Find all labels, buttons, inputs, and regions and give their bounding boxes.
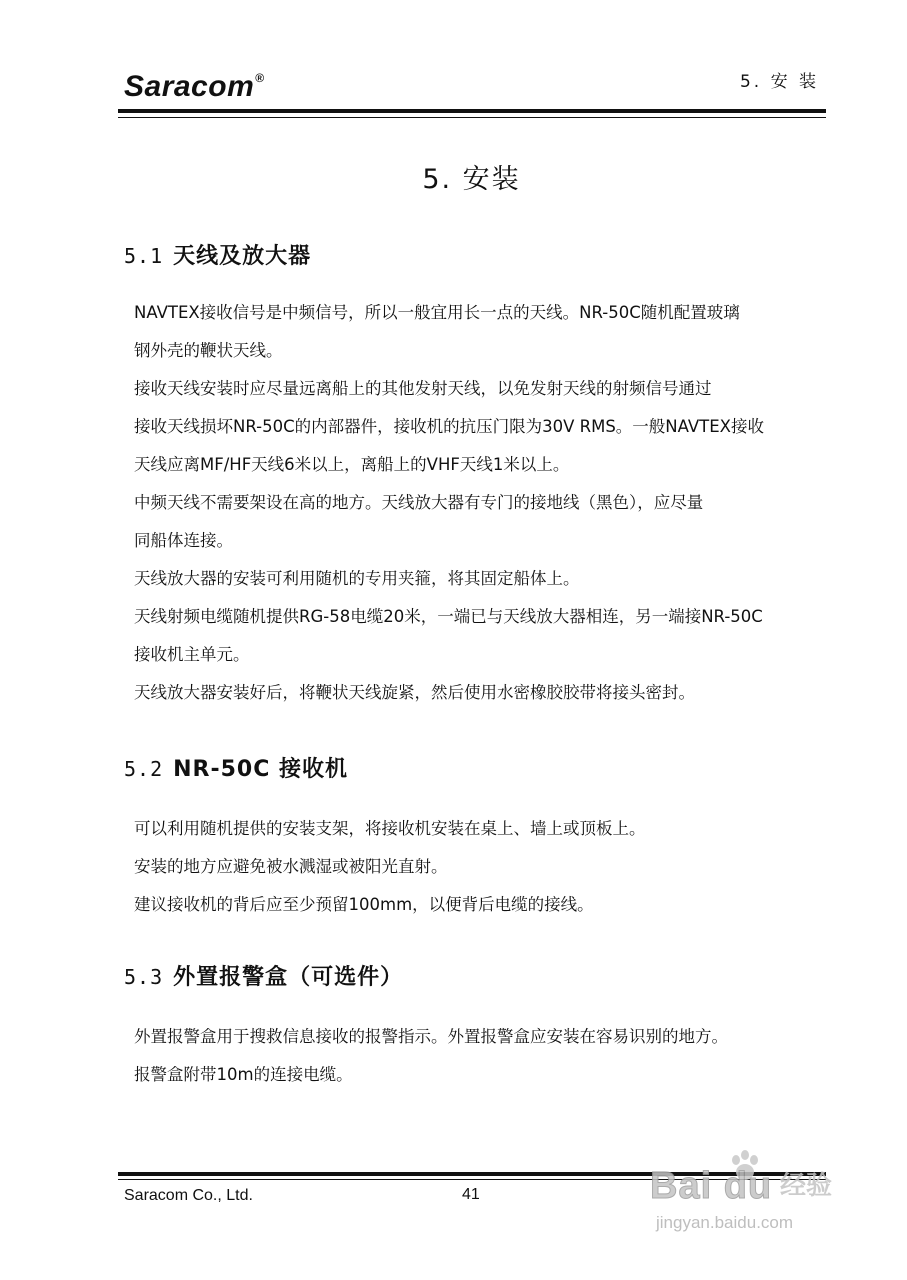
- header-chapter-label: 5. 安 装: [739, 72, 819, 92]
- paragraph-line: 报警盒附带10m的连接电缆。: [134, 1065, 353, 1084]
- paragraph-line: 接收天线损坏NR-50C的内部器件，接收机的抗压门限为30V RMS。一般NAVTEX接收: [134, 417, 764, 436]
- chapter-title: 5. 安装: [422, 164, 521, 195]
- logo-text: Saracom: [124, 70, 255, 103]
- paragraph-line: 天线应离MF/HF天线6米以上，离船上的VHF天线1米以上。: [134, 455, 570, 474]
- paragraph-line: 建议接收机的背后应至少预留100mm，以便背后电缆的接线。: [134, 895, 594, 914]
- paragraph-line: NAVTEX接收信号是中频信号，所以一般宜用长一点的天线。NR-50C随机配置玻璃: [134, 303, 740, 322]
- header-rule-thick: [118, 109, 826, 113]
- company-logo: [124, 58, 265, 107]
- paragraph-line: 天线射频电缆随机提供RG-58电缆20米，一端已与天线放大器相连，另一端接NR-50C: [134, 607, 763, 626]
- section-number: 5.2: [124, 757, 164, 781]
- baidu-jingyan-watermark: [640, 1150, 860, 1250]
- paragraph-line: 天线放大器的安装可利用随机的专用夹箍，将其固定船体上。: [134, 569, 580, 588]
- paragraph-line: 钢外壳的鞭状天线。: [134, 341, 283, 360]
- registered-mark: ®: [255, 71, 265, 85]
- watermark-url: jingyan.baidu.com: [656, 1213, 794, 1232]
- paragraph-line: 接收机主单元。: [134, 645, 250, 664]
- footer-company-name: Saracom Co., Ltd.: [124, 1187, 253, 1204]
- paragraph-line: 接收天线安装时应尽量远离船上的其他发射天线，以免发射天线的射频信号通过: [134, 379, 712, 398]
- paragraph-line: 外置报警盒用于搜救信息接收的报警指示。外置报警盒应安装在容易识别的地方。: [134, 1027, 728, 1046]
- section-number: 5.3: [124, 965, 164, 989]
- section-title: 天线及放大器: [173, 244, 312, 269]
- section-title: NR-50C 接收机: [173, 757, 349, 782]
- section-title: 外置报警盒（可选件）: [173, 965, 404, 990]
- paragraph-line: 安装的地方应避免被水溅湿或被阳光直射。: [134, 857, 448, 876]
- paragraph-line: 可以利用随机提供的安装支架，将接收机安装在桌上、墙上或顶板上。: [134, 819, 646, 838]
- paragraph-line: 中频天线不需要架设在高的地方。天线放大器有专门的接地线（黑色），应尽量: [134, 493, 704, 512]
- page-number: 41: [462, 1186, 480, 1203]
- watermark-brand: Bai du: [650, 1165, 773, 1207]
- paragraph-line: 天线放大器安装好后，将鞭状天线旋紧，然后使用水密橡胶胶带将接头密封。: [134, 683, 695, 702]
- section-heading-5-2: [124, 754, 348, 785]
- section-heading-5-3: [124, 962, 403, 993]
- paragraph-line: 同船体连接。: [134, 531, 233, 550]
- header-rule-thin: [118, 117, 826, 118]
- section-number: 5.1: [124, 244, 164, 268]
- watermark-brand-cn: 经验: [780, 1171, 833, 1201]
- section-heading-5-1: [124, 241, 311, 272]
